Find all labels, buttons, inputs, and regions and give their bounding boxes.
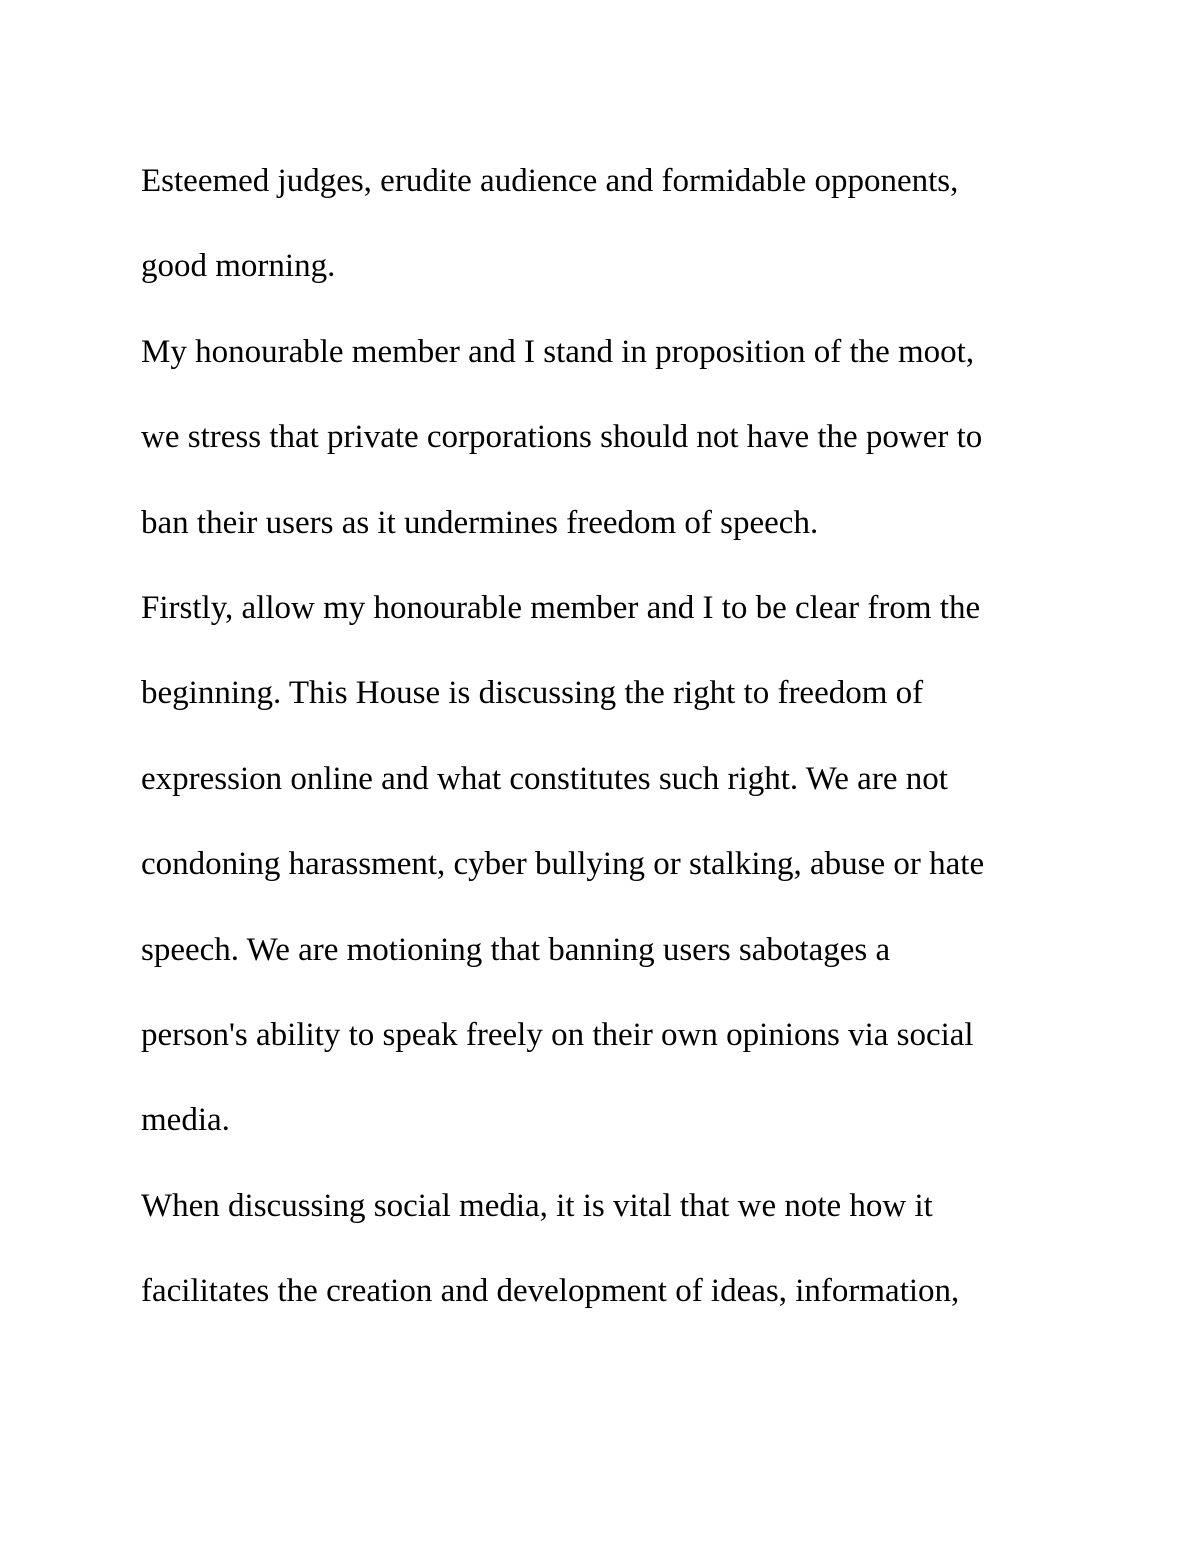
text-line: media. bbox=[141, 1102, 230, 1139]
text-line: My honourable member and I stand in proposition of the moot, bbox=[141, 333, 975, 370]
document-body bbox=[141, 139, 1101, 1334]
text-line: we stress that private corporations should not have the power to bbox=[141, 419, 983, 456]
text-line: facilitates the creation and development of ideas, information, bbox=[141, 1273, 960, 1310]
text-line: condoning harassment, cyber bullying or stalking, abuse or hate bbox=[141, 846, 985, 883]
text-line: When discussing social media, it is vital that we note how it bbox=[141, 1187, 933, 1224]
text-line: beginning. This House is discussing the right to freedom of bbox=[141, 675, 924, 712]
text-line: good morning. bbox=[141, 248, 336, 285]
text-line: Esteemed judges, erudite audience and formidable opponents, bbox=[141, 163, 959, 199]
text-line: expression online and what constitutes such right. We are not bbox=[141, 760, 948, 797]
text-line: speech. We are motioning that banning users sabotages a bbox=[141, 931, 891, 968]
text-line: person's ability to speak freely on their own opinions via social bbox=[141, 1016, 974, 1053]
text-line: ban their users as it undermines freedom of speech. bbox=[141, 504, 819, 541]
text-line: Firstly, allow my honourable member and I to be clear from the bbox=[141, 589, 981, 626]
